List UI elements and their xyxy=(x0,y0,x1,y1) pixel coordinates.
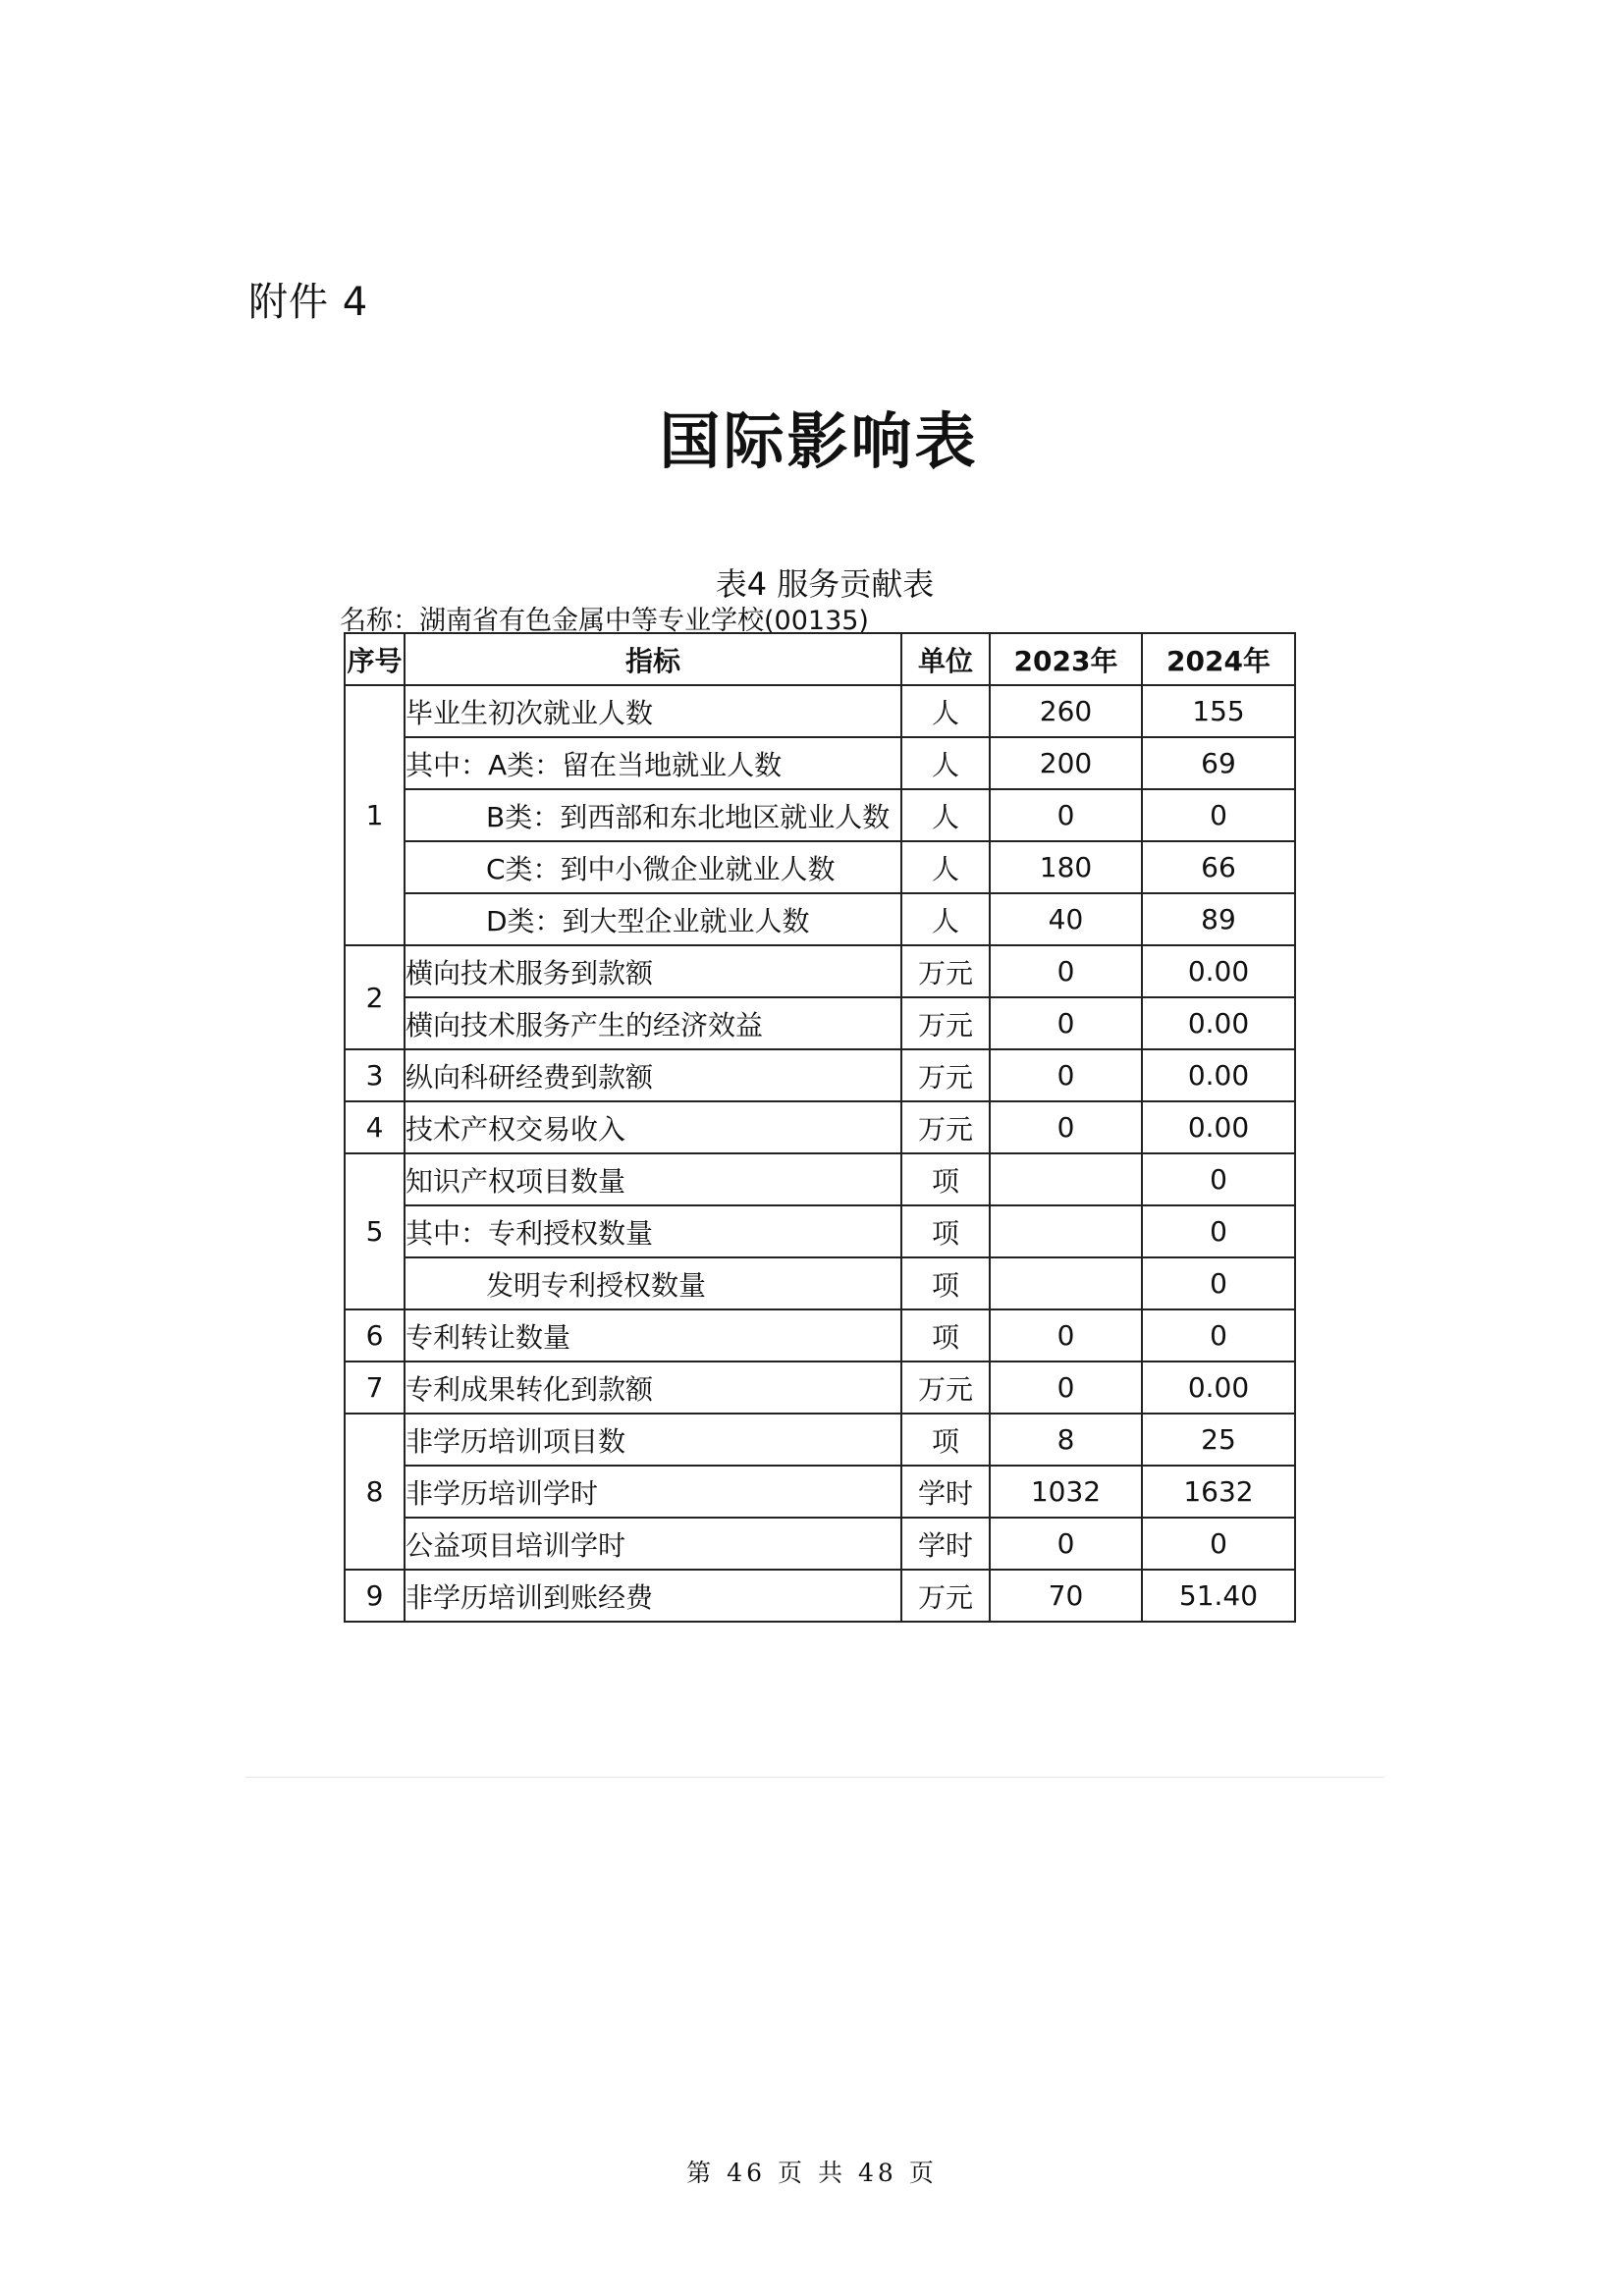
table-row xyxy=(345,1101,1295,1153)
cell-2024: 0 xyxy=(1142,789,1295,841)
table-row xyxy=(345,893,1295,945)
cell-2023: 200 xyxy=(990,737,1142,789)
attachment-label: 附件 4 xyxy=(248,280,369,325)
cell-2023 xyxy=(990,1257,1142,1309)
footer-suffix: 页 xyxy=(908,2159,938,2187)
cell-unit: 项 xyxy=(901,1257,990,1309)
cell-unit: 万元 xyxy=(901,945,990,997)
table-row xyxy=(345,1362,1295,1414)
cell-seq: 9 xyxy=(345,1570,405,1622)
cell-2023: 40 xyxy=(990,893,1142,945)
page-footer xyxy=(0,2154,1624,2189)
cell-seq: 3 xyxy=(345,1049,405,1101)
table-row xyxy=(345,737,1295,789)
cell-2024: 155 xyxy=(1142,685,1295,737)
cell-2023: 0 xyxy=(990,1362,1142,1414)
cell-2024: 0.00 xyxy=(1142,997,1295,1049)
cell-indicator: B类：到西部和东北地区就业人数 xyxy=(405,789,901,841)
cell-2023: 0 xyxy=(990,997,1142,1049)
cell-unit: 人 xyxy=(901,893,990,945)
cell-2024: 0 xyxy=(1142,1518,1295,1570)
header-seq: 序号 xyxy=(345,633,405,685)
cell-2024: 0.00 xyxy=(1142,945,1295,997)
cell-2023: 8 xyxy=(990,1414,1142,1466)
cell-2024: 0 xyxy=(1142,1257,1295,1309)
cell-2024: 0 xyxy=(1142,1309,1295,1362)
cell-2023 xyxy=(990,1153,1142,1205)
table-row xyxy=(345,945,1295,997)
page-title: 国际影响表 xyxy=(659,405,979,477)
header-2023: 2023年 xyxy=(990,633,1142,685)
cell-indicator: 纵向科研经费到款额 xyxy=(405,1049,901,1101)
footer-page-word: 页 xyxy=(777,2159,806,2187)
cell-unit: 万元 xyxy=(901,1101,990,1153)
table-header-row xyxy=(345,633,1295,685)
table-row xyxy=(345,1153,1295,1205)
cell-2023: 0 xyxy=(990,1049,1142,1101)
cell-indicator: 专利转让数量 xyxy=(405,1309,901,1362)
cell-indicator: 技术产权交易收入 xyxy=(405,1101,901,1153)
cell-2024: 66 xyxy=(1142,841,1295,893)
cell-2024: 0.00 xyxy=(1142,1049,1295,1101)
cell-unit: 万元 xyxy=(901,997,990,1049)
cell-2023: 180 xyxy=(990,841,1142,893)
cell-2023: 0 xyxy=(990,1518,1142,1570)
cell-2023: 1032 xyxy=(990,1466,1142,1518)
cell-2023 xyxy=(990,1205,1142,1257)
cell-indicator: 其中：A类：留在当地就业人数 xyxy=(405,737,901,789)
cell-indicator: D类：到大型企业就业人数 xyxy=(405,893,901,945)
table-row xyxy=(345,1414,1295,1466)
cell-seq: 5 xyxy=(345,1153,405,1309)
table-row xyxy=(345,789,1295,841)
cell-unit: 项 xyxy=(901,1205,990,1257)
cell-indicator: 毕业生初次就业人数 xyxy=(405,685,901,737)
cell-unit: 万元 xyxy=(901,1570,990,1622)
footer-total-pages: 48 xyxy=(858,2159,897,2187)
table-row xyxy=(345,1466,1295,1518)
cell-indicator: 其中：专利授权数量 xyxy=(405,1205,901,1257)
cell-indicator: 横向技术服务产生的经济效益 xyxy=(405,997,901,1049)
cell-indicator: 非学历培训学时 xyxy=(405,1466,901,1518)
table-row xyxy=(345,1570,1295,1622)
cell-unit: 万元 xyxy=(901,1362,990,1414)
footer-prefix: 第 xyxy=(686,2159,716,2187)
cell-seq: 4 xyxy=(345,1101,405,1153)
table-row xyxy=(345,1205,1295,1257)
cell-unit: 人 xyxy=(901,841,990,893)
cell-seq: 1 xyxy=(345,685,405,945)
cell-seq: 7 xyxy=(345,1362,405,1414)
cell-indicator: 专利成果转化到款额 xyxy=(405,1362,901,1414)
cell-2024: 0.00 xyxy=(1142,1362,1295,1414)
header-2024: 2024年 xyxy=(1142,633,1295,685)
cell-2023: 260 xyxy=(990,685,1142,737)
cell-2023: 70 xyxy=(990,1570,1142,1622)
table-row xyxy=(345,997,1295,1049)
cell-unit: 万元 xyxy=(901,1049,990,1101)
cell-seq: 2 xyxy=(345,945,405,1049)
cell-unit: 学时 xyxy=(901,1518,990,1570)
table-row xyxy=(345,841,1295,893)
table-caption: 表4 服务贡献表 xyxy=(715,565,935,603)
cell-2024: 0 xyxy=(1142,1153,1295,1205)
cell-indicator: 公益项目培训学时 xyxy=(405,1518,901,1570)
cell-2023: 0 xyxy=(990,1101,1142,1153)
cell-2023: 0 xyxy=(990,945,1142,997)
footer-current-page: 46 xyxy=(727,2159,766,2187)
cell-indicator: 发明专利授权数量 xyxy=(405,1257,901,1309)
footer-total-word: 共 xyxy=(818,2159,847,2187)
cell-2024: 0 xyxy=(1142,1205,1295,1257)
cell-2024: 1632 xyxy=(1142,1466,1295,1518)
cell-seq: 8 xyxy=(345,1414,405,1570)
table-row xyxy=(345,1257,1295,1309)
table-row xyxy=(345,1049,1295,1101)
cell-indicator: C类：到中小微企业就业人数 xyxy=(405,841,901,893)
service-contribution-table xyxy=(344,632,1296,1623)
table-row xyxy=(345,685,1295,737)
cell-unit: 人 xyxy=(901,685,990,737)
table-row xyxy=(345,1518,1295,1570)
divider xyxy=(245,1777,1384,1778)
cell-indicator: 非学历培训项目数 xyxy=(405,1414,901,1466)
table-row xyxy=(345,1309,1295,1362)
cell-unit: 项 xyxy=(901,1153,990,1205)
cell-indicator: 非学历培训到账经费 xyxy=(405,1570,901,1622)
cell-2023: 0 xyxy=(990,789,1142,841)
cell-unit: 人 xyxy=(901,789,990,841)
header-unit: 单位 xyxy=(901,633,990,685)
table-body xyxy=(345,685,1295,1622)
header-indicator: 指标 xyxy=(405,633,901,685)
cell-indicator: 横向技术服务到款额 xyxy=(405,945,901,997)
cell-2024: 89 xyxy=(1142,893,1295,945)
cell-unit: 人 xyxy=(901,737,990,789)
school-name: 名称：湖南省有色金属中等专业学校(00135) xyxy=(340,606,869,636)
cell-2024: 0.00 xyxy=(1142,1101,1295,1153)
cell-unit: 项 xyxy=(901,1309,990,1362)
cell-seq: 6 xyxy=(345,1309,405,1362)
cell-2024: 25 xyxy=(1142,1414,1295,1466)
cell-2023: 0 xyxy=(990,1309,1142,1362)
cell-2024: 51.40 xyxy=(1142,1570,1295,1622)
cell-2024: 69 xyxy=(1142,737,1295,789)
cell-indicator: 知识产权项目数量 xyxy=(405,1153,901,1205)
cell-unit: 学时 xyxy=(901,1466,990,1518)
cell-unit: 项 xyxy=(901,1414,990,1466)
